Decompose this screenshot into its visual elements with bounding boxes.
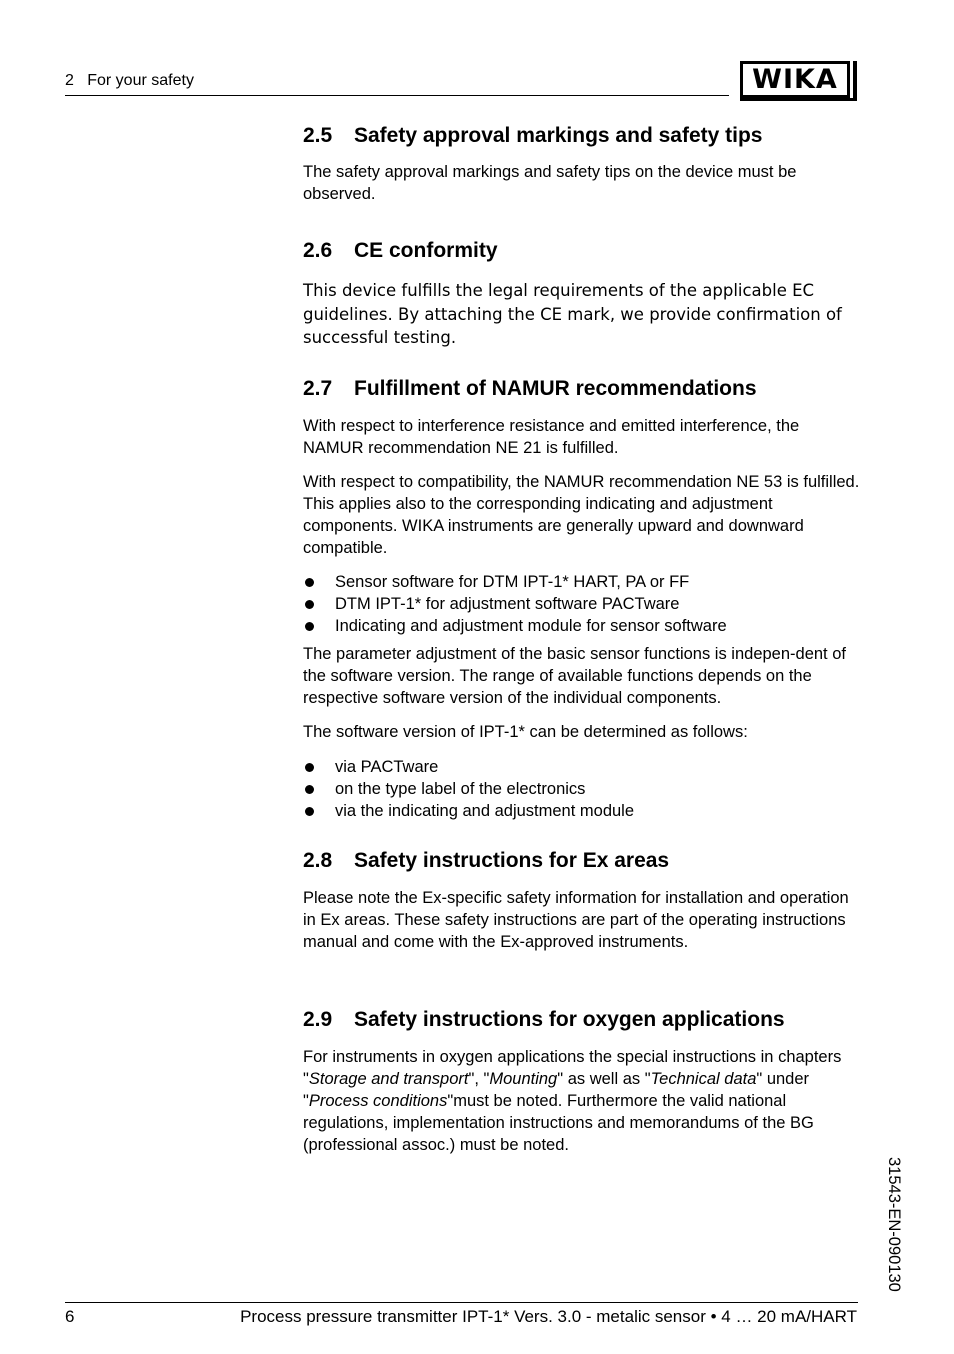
footer-divider xyxy=(65,1302,858,1303)
section-number: 2.7 xyxy=(303,377,333,400)
section-title: Fulfillment of NAMUR recommendations xyxy=(354,377,757,400)
logo-shadow-right xyxy=(853,61,857,101)
section-number: 2.5 xyxy=(303,124,333,147)
footer-title: Process pressure transmitter IPT-1* Vers. 3.0 - metalic sensor • 4 … 20 mA/HART xyxy=(240,1307,857,1326)
paragraph: This device fulfills the legal requirements of the applicable EC guidelines. By attaching the CE mark, we provide confirmation of successful testing. xyxy=(303,281,842,347)
section-heading-2-9 xyxy=(303,1008,785,1032)
running-header: 2 For your safety xyxy=(65,72,194,89)
section-title: Safety instructions for oxygen applications xyxy=(354,1008,785,1031)
list-item: DTM IPT-1* for adjustment software PACTware xyxy=(303,593,727,615)
list-item: Indicating and adjustment module for sensor software xyxy=(303,615,727,637)
section-number: 2.8 xyxy=(303,849,333,872)
section-title: CE conformity xyxy=(354,239,498,262)
chapter-reference: Process conditions xyxy=(308,1092,448,1110)
list-item: via the indicating and adjustment module xyxy=(303,800,634,822)
bullet-list xyxy=(303,571,727,637)
wika-logo: WIKA xyxy=(740,61,850,98)
header-divider xyxy=(65,95,729,96)
text-run: " as well as " xyxy=(557,1070,651,1088)
document-code: 31543-EN-090130 xyxy=(885,1157,903,1292)
logo-shadow-bottom xyxy=(740,98,857,101)
section-title: Safety instructions for Ex areas xyxy=(354,849,670,872)
section-number: 2.6 xyxy=(303,239,333,262)
paragraph: Please note the Ex-specific safety information for installation and operation in Ex areas. These safety instructions are part of the operating instructions manual and come with the Ex-approved instruments. xyxy=(303,889,849,951)
section-heading-2-8 xyxy=(303,849,669,873)
text-run: "must be noted. Furthermore the valid national regulations, implementation instructions and memorandums of the BG (professional assoc.) must be noted. xyxy=(303,1092,814,1154)
section-title: Safety approval markings and safety tips xyxy=(354,124,763,147)
chapter-reference: Mounting xyxy=(489,1070,558,1088)
section-number: 2.9 xyxy=(303,1008,333,1031)
chapter-reference: Technical data xyxy=(650,1070,757,1088)
paragraph: With respect to interference resistance and emitted interference, the NAMUR recommendation NE 21 is fulfilled. xyxy=(303,417,800,457)
paragraph: The software version of IPT-1* can be determined as follows: xyxy=(303,723,748,741)
paragraph: The safety approval markings and safety tips on the device must be observed. xyxy=(303,163,797,203)
list-item: Sensor software for DTM IPT-1* HART, PA or FF xyxy=(303,571,727,593)
bullet-list xyxy=(303,756,634,822)
list-item: on the type label of the electronics xyxy=(303,778,634,800)
section-heading-2-5 xyxy=(303,124,762,148)
paragraph xyxy=(303,1046,863,1156)
list-item: via PACTware xyxy=(303,756,634,778)
text-run: " under " xyxy=(303,1070,810,1110)
section-heading-2-6 xyxy=(303,239,498,263)
paragraph: With respect to compatibility, the NAMUR recommendation NE 53 is fulfilled. This applies also to the corresponding indicating and adjustment components. WIKA instruments are generally upward and downward compatible. xyxy=(303,473,860,557)
section-heading-2-7 xyxy=(303,377,757,401)
text-run: For instruments in oxygen applications the special instructions in chapters " xyxy=(303,1048,842,1088)
paragraph: The parameter adjustment of the basic sensor functions is indepen-dent of the software version. The range of available functions depends on the respective software version of the individual components. xyxy=(303,645,846,707)
page-number: 6 xyxy=(65,1307,75,1326)
text-run: ", " xyxy=(468,1070,490,1088)
chapter-reference: Storage and transport xyxy=(308,1070,469,1088)
